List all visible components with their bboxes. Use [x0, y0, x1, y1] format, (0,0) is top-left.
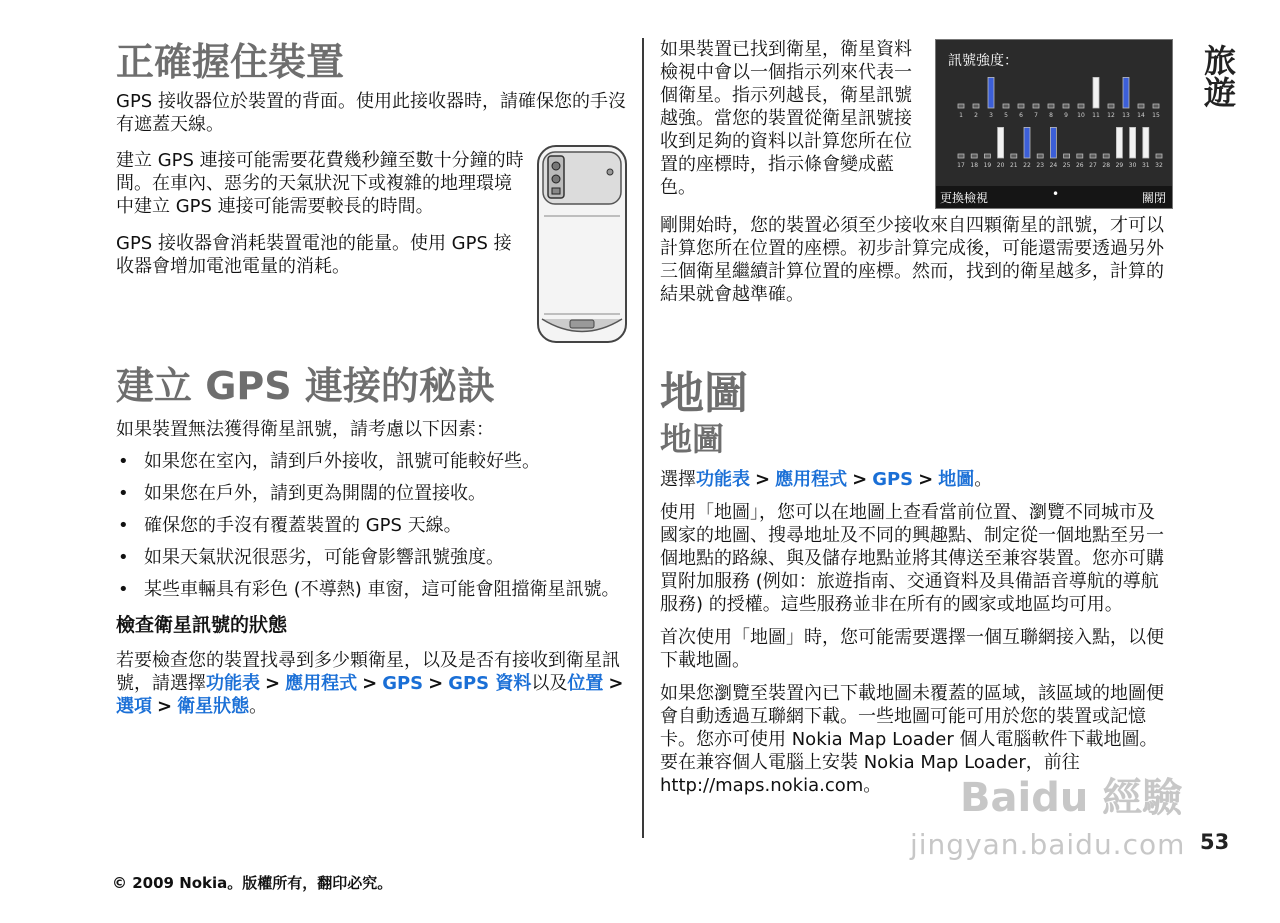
signal-bar: [1116, 127, 1122, 158]
signal-bar: [1156, 154, 1162, 158]
left-section-tips: [116, 366, 631, 718]
right-section-maps: [660, 370, 1172, 797]
menu-link-functions[interactable]: 功能表: [206, 672, 260, 694]
paragraph-connection-time: 建立 GPS 連接可能需要花費幾秒鐘至數十分鐘的時間。在車內、惡劣的天氣狀況下或複雜的地理環境中建立 GPS 連接可能需要較長的時間。: [116, 150, 524, 217]
initial-fix-text: 剛開始時，您的裝置必須至少接收來自四顆衛星的訊號，才可以計算您所在位置的座標。初步計算完成後，可能還需要透過另外三個衛星繼續計算位置的座標。然而，找到的衛星越多，計算的結果就會越準確。: [660, 215, 1164, 305]
signal-bar: [1011, 154, 1017, 158]
watermark-logo-text: Baidu 經驗: [960, 775, 1183, 821]
column-divider: [642, 38, 644, 838]
section-title-maps: 地圖: [660, 368, 748, 419]
bullet-dot: •: [118, 482, 129, 504]
satellite-number-label: 23: [1036, 162, 1045, 169]
menu-link-options[interactable]: 選項: [116, 695, 152, 717]
change-view-softkey[interactable]: 更換檢視: [940, 191, 989, 205]
satellite-number-label: 32: [1155, 162, 1163, 169]
signal-bar: [998, 127, 1004, 158]
path-separator: >: [608, 672, 624, 694]
satellite-number-label: 17: [957, 162, 965, 169]
signal-bar: [1108, 104, 1114, 108]
watermark: [900, 762, 1200, 872]
check-text-mid: 以及: [531, 672, 568, 694]
signal-bar: [1050, 127, 1056, 158]
satellite-number-label: 30: [1128, 162, 1137, 169]
paragraph-tips-intro: 如果裝置無法獲得衛星訊號，請考慮以下因素：: [116, 418, 494, 440]
paragraph-battery: GPS 接收器會消耗裝置電池的能量。使用 GPS 接收器會增加電池電量的消耗。: [116, 233, 512, 277]
menu-link-gps[interactable]: GPS: [382, 672, 424, 694]
copyright-footer: © 2009 Nokia。版權所有，翻印必究。: [112, 874, 393, 892]
signal-bar: [1063, 104, 1069, 108]
path-separator: >: [362, 672, 378, 694]
phone-back-image: [534, 144, 630, 344]
satellite-number-label: 8: [1049, 112, 1053, 119]
signal-bar: [1123, 77, 1129, 108]
list-item-text: 如果天氣狀況很惡劣，可能會影響訊號強度。: [144, 546, 504, 568]
select-text-pre: 選擇: [660, 468, 696, 490]
right-text-start: [660, 214, 1172, 306]
paragraph-check-status: [116, 649, 631, 718]
satellite-signal-screen: [935, 39, 1173, 209]
signal-bar: [1153, 104, 1159, 108]
signal-bar: [1048, 104, 1054, 108]
menu-link-maps[interactable]: 地圖: [938, 468, 975, 490]
satellite-number-label: 13: [1122, 112, 1130, 119]
list-item: [116, 578, 631, 601]
section-title-gps-tips: 建立 GPS 連接的秘訣: [116, 364, 495, 408]
satellite-number-label: 10: [1077, 112, 1085, 119]
signal-bar: [988, 77, 994, 108]
side-label-text: 旅遊: [1199, 44, 1237, 108]
path-separator: >: [755, 468, 771, 490]
satellite-number-label: 22: [1023, 162, 1031, 169]
check-text-period: 。: [249, 695, 268, 717]
signal-bar: [1090, 154, 1096, 158]
satellite-number-label: 9: [1064, 112, 1068, 119]
list-item: [116, 514, 631, 537]
satellite-number-label: 5: [1004, 112, 1008, 119]
satellite-number-label: 29: [1115, 162, 1124, 169]
path-separator: >: [918, 468, 934, 490]
subsection-title-check-status: 檢查衛星訊號的狀態: [116, 613, 288, 636]
signal-bar: [1064, 154, 1070, 158]
section-title-hold-device: 正確握住裝置: [116, 40, 345, 84]
path-separator: >: [852, 468, 868, 490]
satellite-number-label: 26: [1075, 162, 1084, 169]
list-item: [116, 546, 631, 569]
watermark-url: jingyan.baidu.com: [910, 828, 1186, 861]
signal-bar: [984, 154, 990, 158]
page-number: 53: [1200, 830, 1230, 854]
bullet-dot: •: [118, 514, 129, 536]
satellite-number-label: 12: [1107, 112, 1115, 119]
satellite-number-label: 7: [1034, 112, 1038, 119]
paragraph-select-maps: [660, 468, 1172, 491]
bullet-dot: •: [118, 450, 129, 472]
bullet-dot: •: [118, 546, 129, 568]
satellite-number-label: 6: [1019, 112, 1023, 119]
check-text-pre: 若要檢查您的裝置找尋到多少顆衛星，以及是否有接收到衛星訊號，請選擇: [116, 649, 620, 694]
signal-bar: [1138, 104, 1144, 108]
satellite-number-label: 15: [1152, 112, 1160, 119]
menu-link-functions[interactable]: 功能表: [696, 468, 750, 490]
left-text-beside-phone: [116, 149, 526, 278]
list-item-text: 如果您在戶外，請到更為開闊的位置接收。: [144, 482, 486, 504]
signal-bar: [1078, 104, 1084, 108]
paragraph-maps-first-use: 首次使用「地圖」時，您可能需要選擇一個互聯網接入點，以便下載地圖。: [660, 626, 1164, 671]
paragraph-receiver-location: GPS 接收器位於裝置的背面。使用此接收器時，請確保您的手沒有遮蓋天線。: [116, 90, 626, 135]
satellite-number-label: 24: [1049, 162, 1058, 169]
signal-bar: [1033, 104, 1039, 108]
signal-strength-title: 訊號強度：: [948, 53, 1018, 69]
satellite-number-label: 25: [1062, 162, 1071, 169]
satellite-number-label: 27: [1089, 162, 1097, 169]
signal-bar: [973, 104, 979, 108]
close-softkey[interactable]: 關閉: [1141, 191, 1166, 205]
paragraph-maps-usage: 使用「地圖」，您可以在地圖上查看當前位置、瀏覽不同城市及國家的地圖、搜尋地址及不同的興趣點、制定從一個地點至另一個地點的路線、與及儲存地點並將其傳送至兼容裝置。您亦可購買附加服務 (例如：旅遊指南、交通資料及具備語音導航的導航服務) 的授權。這些服務並非在所有的國家或地區均可用。: [660, 501, 1164, 615]
signal-bar: [1143, 127, 1149, 158]
satellite-number-label: 20: [996, 162, 1005, 169]
list-item-text: 某些車輛具有彩色 (不導熱) 車窗，這可能會阻擋衛星訊號。: [144, 578, 620, 600]
softkey-bar: [936, 186, 1172, 208]
menu-link-gps-data[interactable]: GPS 資料: [448, 672, 532, 694]
signal-bar: [1093, 77, 1099, 108]
satellite-number-label: 11: [1092, 112, 1100, 119]
signal-bar: [1103, 154, 1109, 158]
paragraph-satellite-view: 如果裝置已找到衛星，衛星資料檢視中會以一個指示列來代表一個衛星。指示列越長，衛星訊號越強。當您的裝置從衛星訊號接收到足夠的資料以計算您所在位置的座標時，指示條會變成藍色。: [660, 39, 912, 198]
satellite-number-label: 28: [1102, 162, 1111, 169]
satellite-number-label: 3: [989, 112, 993, 119]
list-item-text: 確保您的手沒有覆蓋裝置的 GPS 天線。: [144, 514, 462, 536]
list-item: [116, 482, 631, 505]
satellite-number-label: 21: [1009, 162, 1018, 169]
list-item-text: 如果您在室內，請到戶外接收，訊號可能較好些。: [144, 450, 540, 472]
signal-bar: [1003, 104, 1009, 108]
path-separator: >: [428, 672, 444, 694]
menu-link-satellite-status[interactable]: 衛星狀態: [177, 695, 250, 717]
signal-bar: [1077, 154, 1083, 158]
subsection-title-maps: 地圖: [660, 420, 725, 459]
satellite-number-label: 1: [959, 112, 963, 119]
signal-bar: [958, 104, 964, 108]
tips-list: [116, 450, 631, 601]
bullet-dot: •: [118, 578, 129, 600]
satellite-number-label: 31: [1141, 162, 1150, 169]
menu-link-gps[interactable]: GPS: [872, 468, 914, 490]
satellite-number-label: 18: [970, 162, 979, 169]
paragraph-initial-fix: [660, 214, 1172, 306]
section-side-label: [1196, 40, 1240, 112]
signal-bar: [1037, 154, 1043, 158]
left-column: [116, 42, 631, 136]
middle-key-dot[interactable]: •: [1052, 187, 1060, 201]
signal-bar: [1024, 127, 1030, 158]
list-item: [116, 450, 631, 473]
select-text-end: 。: [974, 468, 993, 490]
menu-link-applications[interactable]: 應用程式: [775, 468, 848, 490]
signal-bar: [971, 154, 977, 158]
signal-bar: [1018, 104, 1024, 108]
satellite-number-label: 14: [1137, 112, 1145, 119]
signal-bar: [958, 154, 964, 158]
paragraph-maps-download: 如果您瀏覽至裝置內已下載地圖未覆蓋的區域，該區域的地圖便會自動透過互聯網下載。一些地圖可能可用於您的裝置或記憶卡。您亦可使用 Nokia Map Loader 個人電腦軟件下載地圖。要在兼容個人電腦上安裝 Nokia Map Loader，前往 http://maps.nokia.com。: [660, 682, 1164, 796]
satellite-number-label: 2: [974, 112, 978, 119]
signal-bars-chart: [936, 40, 1172, 186]
path-separator: >: [157, 695, 173, 717]
right-text-beside-screen: [660, 38, 926, 199]
path-separator: >: [265, 672, 281, 694]
menu-link-applications[interactable]: 應用程式: [285, 672, 358, 694]
satellite-number-label: 19: [983, 162, 992, 169]
signal-bar: [1130, 127, 1136, 158]
menu-link-position[interactable]: 位置: [567, 672, 604, 694]
